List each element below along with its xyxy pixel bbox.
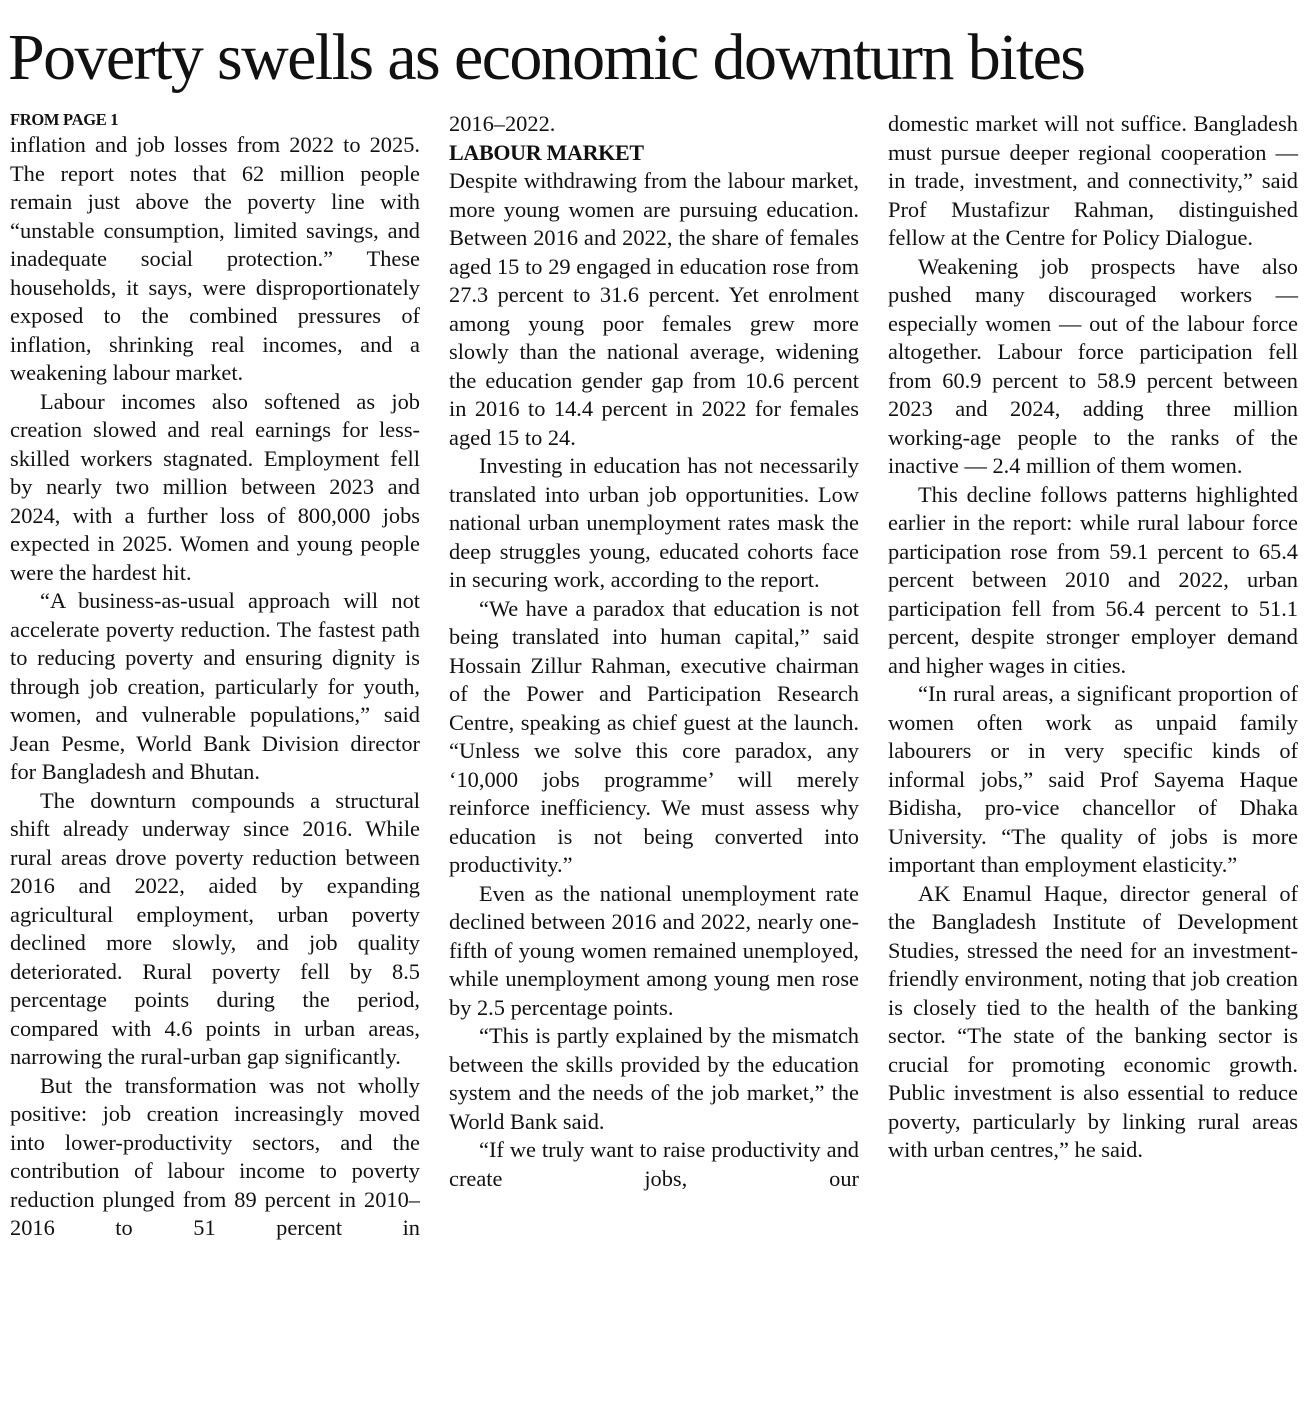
column-2 xyxy=(449,110,859,1243)
article-headline: Poverty swells as economic downturn bites xyxy=(8,21,1085,94)
paragraph: AK Enamul Haque, director general of the Bangladesh Institute of Development Studies, stressed the need for an investment-friendly environment, noting that job creation is closely tied to the health of the banking sector. “The state of the banking sector is crucial for promoting economic growth. Public investment is also essential to reduce poverty, particularly by linking rural areas with urban centres,” he said. xyxy=(888,880,1298,1162)
paragraph: Investing in education has not necessarily translated into urban job opportunities. Low national urban unemployment rates mask the deep struggles young, educated cohorts face in securing work, according to the report. xyxy=(449,453,859,592)
column-3 xyxy=(888,110,1298,1243)
paragraph: “We have a paradox that education is not being translated into human capital,” said Hossain Zillur Rahman, executive chairman of the Power and Participation Research Centre, speaking as chief guest at the launch. “Unless we solve this core paradox, any ‘10,000 jobs programme’ will merely reinforce inefficiency. We must assess why education is not being converted into productivity.” xyxy=(449,595,859,877)
paragraph: inflation and job losses from 2022 to 2025. The report notes that 62 million people remain just above the poverty line with “unstable consumption, limited savings, and inadequate social protection.” These households, it says, were disproportionately exposed to the combined pressures of inflation, shrinking real incomes, and a weakening labour market. xyxy=(10,132,420,385)
paragraph: Despite withdrawing from the labour market, more young women are pursuing education. Between 2016 and 2022, the share of females aged 15 to 29 engaged in education rose from 27.3 percent to 31.6 percent. Yet enrolment among young poor females grew more slowly than the national average, widening the education gender gap from 10.6 percent in 2016 to 14.4 percent in 2022 for females aged 15 to 24. xyxy=(449,168,859,450)
paragraph: “A business-as-usual approach will not accelerate poverty reduction. The fastest path to reducing poverty and ensuring dignity is through job creation, particularly for youth, women, and vulnerable populations,” said Jean Pesme, World Bank Division director for Bangladesh and Bhutan. xyxy=(10,588,420,784)
article-body xyxy=(10,110,1298,1243)
paragraph: The downturn compounds a structural shift already underway since 2016. While rural areas drove poverty reduction between 2016 and 2022, aided by expanding agricultural employment, urban poverty declined more slowly, and job quality deteriorated. Rural poverty fell by 8.5 percentage points during the period, compared with 4.6 points in urban areas, narrowing the rural-urban gap significantly. xyxy=(10,787,420,1069)
paragraph: Even as the national unemployment rate declined between 2016 and 2022, nearly one-fifth of young women remained unemployed, while unemployment among young men rose by 2.5 percentage points. xyxy=(449,880,859,1020)
paragraph: Labour incomes also softened as job creation slowed and real earnings for less-skilled workers stagnated. Employment fell by nearly two million between 2023 and 2024, with a further loss of 800,000 jobs expected in 2025. Women and young people were the hardest hit. xyxy=(10,388,420,585)
continued-from-page-label: FROM PAGE 1 xyxy=(10,110,119,129)
paragraph: “This is partly explained by the mismatch between the skills provided by the education system and the needs of the job market,” the World Bank said. xyxy=(449,1023,859,1134)
column-1 xyxy=(10,110,420,1243)
section-subhead: LABOUR MARKET xyxy=(449,139,644,165)
paragraph-continuation: domestic market will not suffice. Bangladesh must pursue deeper regional cooperation — in trade, investment, and connectivity,” said Prof Mustafizur Rahman, distinguished fellow at the Centre for Policy Dialogue. xyxy=(888,111,1298,250)
paragraph: Weakening job prospects have also pushed many discouraged workers — especially women — out of the labour force altogether. Labour force participation fell from 60.9 percent to 58.9 percent between 2023 and 2024, adding three million working-age people to the ranks of the inactive — 2.4 million of them women. xyxy=(888,253,1298,478)
paragraph: “If we truly want to raise productivity and create jobs, our xyxy=(449,1137,859,1191)
paragraph: This decline follows patterns highlighted earlier in the report: while rural labour force participation rose from 59.1 percent to 65.4 percent between 2010 and 2022, urban participation fell from 56.4 percent to 51.1 percent, despite stronger employer demand and higher wages in cities. xyxy=(888,481,1298,678)
paragraph-continuation: 2016–2022. xyxy=(449,111,556,136)
paragraph: But the transformation was not wholly positive: job creation increasingly moved into lower-productivity sectors, and the contribution of labour income to poverty reduction plunged from 89 percent in 2010–2016 to 51 percent in xyxy=(10,1072,420,1240)
paragraph: “In rural areas, a significant proportion of women often work as unpaid family labourers or in very specific kinds of informal jobs,” said Prof Sayema Haque Bidisha, pro-vice chancellor of Dhaka University. “The quality of jobs is more important than employment elasticity.” xyxy=(888,681,1298,877)
